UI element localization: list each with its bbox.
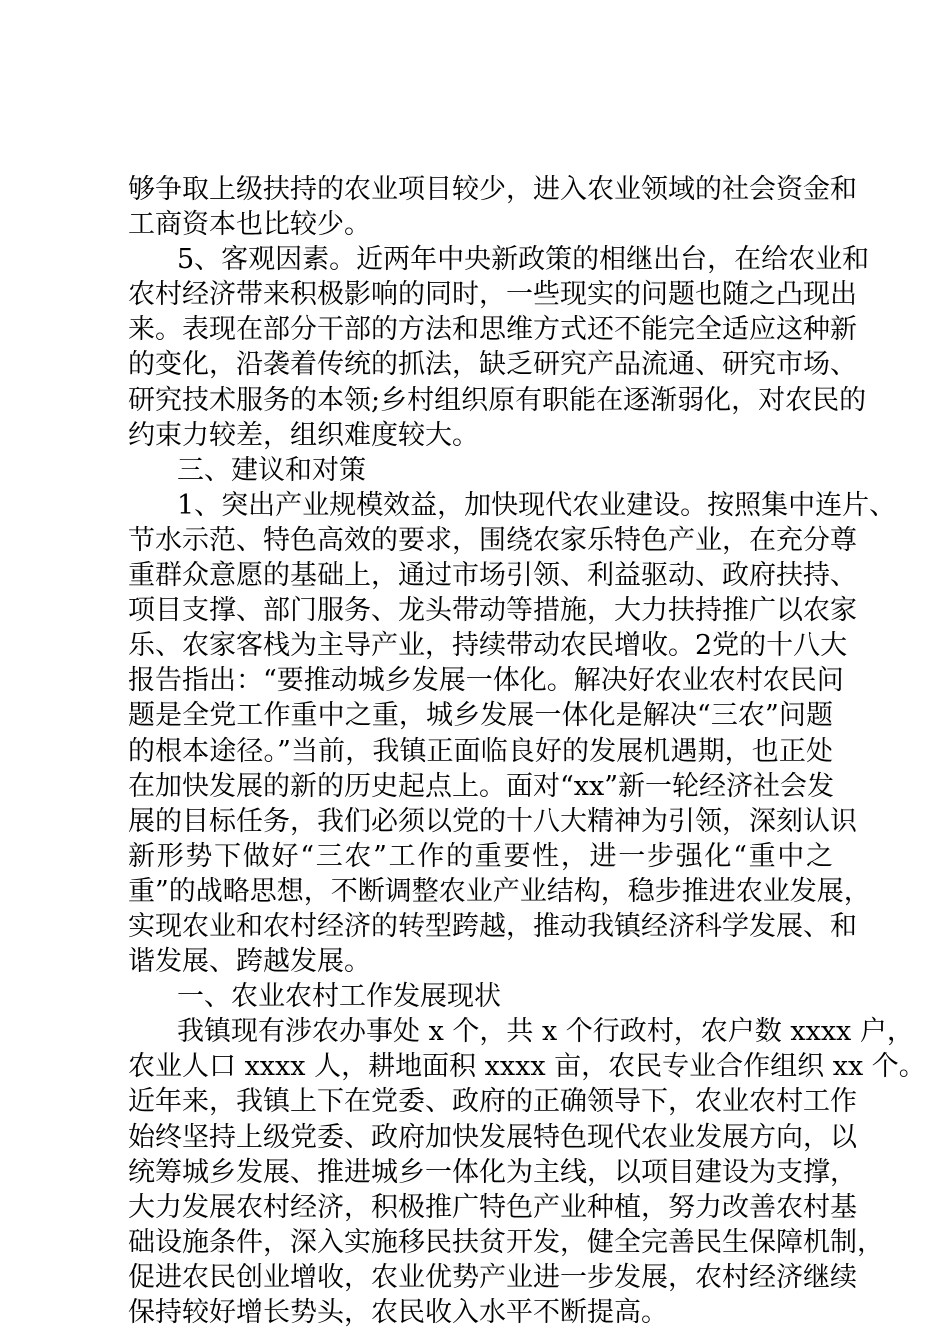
- text-line: 重群众意愿的基础上，通过市场引领、利益驱动、政府扶持、: [128, 560, 857, 592]
- text-line: 谐发展、跨越发展。: [128, 946, 371, 978]
- text-line: 1、突出产业规模效益，加快现代农业建设。按照集中连片、: [177, 489, 897, 521]
- text-line: 研究技术服务的本领;乡村组织原有职能在逐渐弱化，对农民的: [128, 384, 867, 416]
- text-line: 始终坚持上级党委、政府加快发展特色现代农业发展方向，以: [128, 1121, 857, 1153]
- text-line: 在加快发展的新的历史起点上。面对“xx”新一轮经济社会发: [128, 770, 835, 802]
- text-line: 题是全党工作重中之重，城乡发展一体化是解决“三农”问题: [128, 700, 833, 732]
- text-line: 的根本途径。”当前，我镇正面临良好的发展机遇期，也正处: [128, 735, 833, 767]
- text-line: 农村经济带来积极影响的同时，一些现实的问题也随之凸现出: [128, 279, 857, 311]
- text-line: 约束力较差，组织难度较大。: [128, 419, 479, 451]
- text-line: 节水示范、特色高效的要求，围绕农家乐特色产业，在充分尊: [128, 524, 857, 556]
- text-line: 5、客观因素。近两年中央新政策的相继出台，在给农业和: [177, 244, 870, 276]
- text-line: 够争取上级扶持的农业项目较少，进入农业领域的社会资金和: [128, 174, 857, 205]
- document-body: [128, 172, 926, 1330]
- text-line: 乐、农家客栈为主导产业，持续带动农民增收。2党的十八大: [128, 630, 848, 662]
- text-line: 实现农业和农村经济的转型跨越，推动我镇经济科学发展、和: [128, 910, 857, 942]
- text-line: 我镇现有涉农办事处 x 个，共 x 个行政村，农户数 xxxx 户，: [177, 1016, 914, 1048]
- text-line: 促进农民创业增收，农业优势产业进一步发展，农村经济继续: [128, 1261, 857, 1293]
- text-line: 项目支撑、部门服务、龙头带动等措施，大力扶持推广以农家: [128, 595, 857, 627]
- text-line: 大力发展农村经济，积极推广特色产业种植，努力改善农村基: [128, 1191, 857, 1223]
- text-line: 来。表现在部分干部的方法和思维方式还不能完全适应这种新: [128, 314, 857, 346]
- text-line: 保持较好增长势头，农民收入水平不断提高。: [128, 1297, 668, 1328]
- text-line: 重”的战略思想，不断调整农业产业结构，稳步推进农业发展，: [128, 875, 871, 907]
- text-line: 的变化，沿袭着传统的抓法，缺乏研究产品流通、研究市场、: [128, 349, 857, 381]
- text-line: 三、建议和对策: [177, 454, 366, 486]
- text-line: 农业人口 xxxx 人，耕地面积 xxxx 亩，农民专业合作组织 xx 个。: [128, 1051, 926, 1083]
- text-line: 展的目标任务，我们必须以党的十八大精神为引领，深刻认识: [128, 805, 857, 837]
- text-line: 础设施条件，深入实施移民扶贫开发，健全完善民生保障机制，: [128, 1226, 884, 1258]
- text-line: 近年来，我镇上下在党委、政府的正确领导下，农业农村工作: [128, 1086, 857, 1118]
- text-line: 统筹城乡发展、推进城乡一体化为主线，以项目建设为支撑，: [128, 1156, 857, 1188]
- text-line: 一、农业农村工作发展现状: [177, 981, 501, 1013]
- text-line: 新形势下做好“三农”工作的重要性，进一步强化“重中之: [128, 840, 833, 872]
- text-line: 报告指出：“要推动城乡发展一体化。解决好农业农村农民问: [128, 665, 844, 697]
- text-line: 工商资本也比较少。: [128, 209, 371, 241]
